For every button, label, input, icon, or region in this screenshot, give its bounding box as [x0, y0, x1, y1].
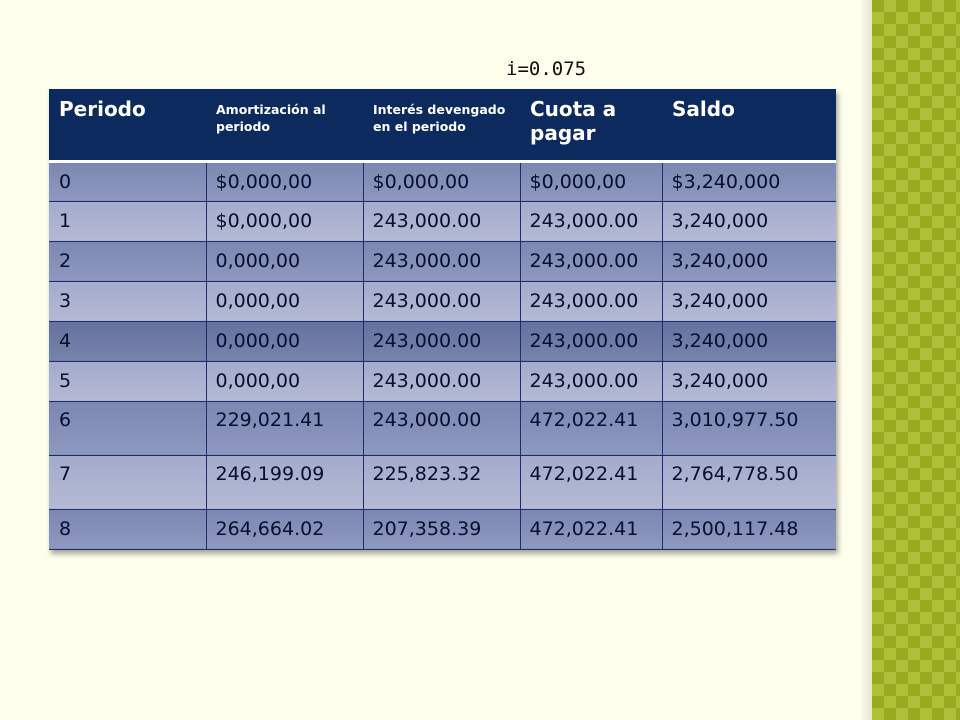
decorative-side-panel — [872, 0, 960, 720]
header-cuota: Cuota a pagar — [520, 89, 662, 161]
table-row — [49, 455, 836, 509]
header-interes: Interés devengado en el periodo — [363, 89, 520, 161]
cell-saldo: 3,240,000 — [662, 361, 836, 401]
cell-periodo: 3 — [49, 281, 206, 321]
amortization-table — [49, 89, 836, 550]
cell-amortizacion: 0,000,00 — [206, 361, 363, 401]
cell-interes: 243,000.00 — [363, 241, 520, 281]
cell-amortizacion: 229,021.41 — [206, 401, 363, 455]
cell-amortizacion: 0,000,00 — [206, 281, 363, 321]
cell-cuota: 243,000.00 — [520, 281, 662, 321]
cell-saldo: 3,240,000 — [662, 281, 836, 321]
cell-periodo: 1 — [49, 201, 206, 241]
cell-periodo: 6 — [49, 401, 206, 455]
cell-amortizacion: 0,000,00 — [206, 241, 363, 281]
cell-interes: 225,823.32 — [363, 455, 520, 509]
cell-interes: 243,000.00 — [363, 321, 520, 361]
cell-saldo: 3,240,000 — [662, 321, 836, 361]
cell-cuota: 472,022.41 — [520, 509, 662, 549]
table-row — [49, 321, 836, 361]
cell-periodo: 8 — [49, 509, 206, 549]
cell-amortizacion: 0,000,00 — [206, 321, 363, 361]
cell-interes: 243,000.00 — [363, 281, 520, 321]
cell-cuota: $0,000,00 — [520, 161, 662, 201]
header-periodo: Periodo — [49, 89, 206, 161]
cell-saldo: $3,240,000 — [662, 161, 836, 201]
table-row — [49, 401, 836, 455]
interest-rate-label: i=0.075 — [506, 58, 587, 80]
cell-saldo: 3,240,000 — [662, 241, 836, 281]
cell-amortizacion: 264,664.02 — [206, 509, 363, 549]
side-panel-shadow — [860, 0, 872, 720]
cell-periodo: 0 — [49, 161, 206, 201]
cell-cuota: 243,000.00 — [520, 361, 662, 401]
cell-periodo: 4 — [49, 321, 206, 361]
cell-interes: 207,358.39 — [363, 509, 520, 549]
cell-saldo: 3,240,000 — [662, 201, 836, 241]
table-row — [49, 241, 836, 281]
table-row — [49, 281, 836, 321]
header-saldo: Saldo — [662, 89, 836, 161]
cell-periodo: 2 — [49, 241, 206, 281]
cell-interes: 243,000.00 — [363, 201, 520, 241]
cell-amortizacion: $0,000,00 — [206, 161, 363, 201]
header-amortizacion: Amortización al periodo — [206, 89, 363, 161]
cell-cuota: 243,000.00 — [520, 321, 662, 361]
cell-cuota: 243,000.00 — [520, 201, 662, 241]
cell-amortizacion: 246,199.09 — [206, 455, 363, 509]
table-row — [49, 361, 836, 401]
cell-interes: 243,000.00 — [363, 401, 520, 455]
cell-periodo: 7 — [49, 455, 206, 509]
table-row — [49, 509, 836, 549]
table-header-row — [49, 89, 836, 161]
cell-amortizacion: $0,000,00 — [206, 201, 363, 241]
cell-cuota: 243,000.00 — [520, 241, 662, 281]
cell-periodo: 5 — [49, 361, 206, 401]
cell-saldo: 2,500,117.48 — [662, 509, 836, 549]
cell-saldo: 2,764,778.50 — [662, 455, 836, 509]
cell-saldo: 3,010,977.50 — [662, 401, 836, 455]
cell-interes: 243,000.00 — [363, 361, 520, 401]
cell-cuota: 472,022.41 — [520, 455, 662, 509]
table-row — [49, 201, 836, 241]
cell-interes: $0,000,00 — [363, 161, 520, 201]
table-row — [49, 161, 836, 201]
cell-cuota: 472,022.41 — [520, 401, 662, 455]
